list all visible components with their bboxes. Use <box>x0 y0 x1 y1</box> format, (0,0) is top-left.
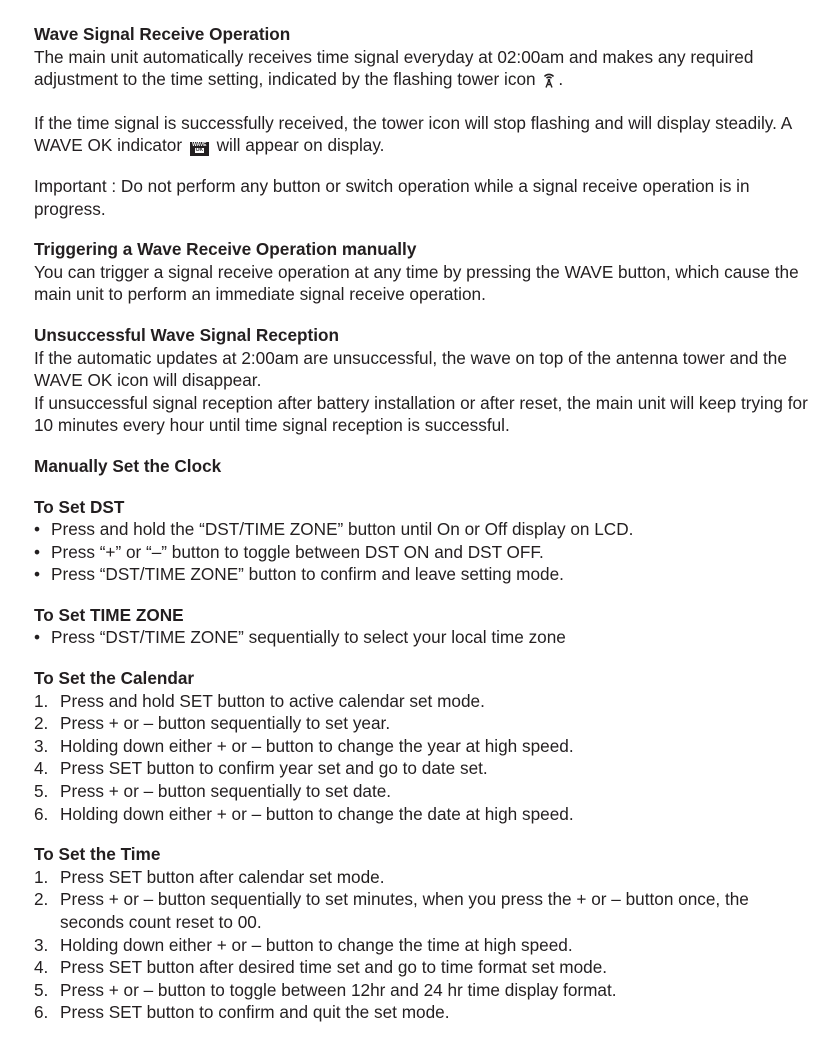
list-item: • Press “DST/TIME ZONE” sequentially to select your local time zone <box>34 627 566 648</box>
section-title-dst: To Set DST <box>34 496 125 517</box>
section-title-wave-signal: Wave Signal Receive Operation <box>34 24 291 44</box>
paragraph-trigger: You can trigger a signal receive operation at any time by pressing the WAVE button, which cause the main unit to perform an immediate signal receive operation. <box>34 261 799 305</box>
list-item: 5. Press + or – button sequentially to set date. <box>34 781 392 802</box>
paragraph-unsuccessful-1: If the automatic updates at 2:00am are unsuccessful, the wave on top of the antenna tower and the WAVE OK icon will disappear. <box>34 347 787 391</box>
list-item: 6. Press SET button to confirm and quit the set mode. <box>34 1002 450 1023</box>
list-item: 3. Holding down either + or – button to change the time at high speed. <box>34 934 573 955</box>
wave-ok-icon: WAVE OK <box>190 142 209 156</box>
section-title-time-zone: To Set TIME ZONE <box>34 604 184 625</box>
section-title-calendar: To Set the Calendar <box>34 668 195 689</box>
list-item: 3. Holding down either + or – button to change the year at high speed. <box>34 735 574 756</box>
manual-page <box>34 23 809 1024</box>
section-title-manual-clock: Manually Set the Clock <box>34 455 222 476</box>
paragraph-auto-receive: The main unit automatically receives time signal everyday at 02:00am and makes any required adjustment to the time setting, indicated by the flashing tower icon . <box>34 46 809 94</box>
section-title-unsuccessful: Unsuccessful Wave Signal Reception <box>34 324 340 345</box>
list-item: • Press “+” or “–” button to toggle between DST ON and DST OFF. <box>34 541 544 562</box>
list-item: 6. Holding down either + or – button to change the date at high speed. <box>34 803 574 824</box>
list-item: 4. Press SET button to confirm year set and go to date set. <box>34 758 488 779</box>
tower-icon <box>542 71 556 94</box>
list-item: 2. Press + or – button sequentially to set minutes, when you press the + or – button once, the seconds count reset to 00. <box>34 889 749 932</box>
list-item: 5. Press + or – button to toggle between 12hr and 24 hr time display format. <box>34 979 617 1000</box>
list-item: • Press and hold the “DST/TIME ZONE” button until On or Off display on LCD. <box>34 519 634 540</box>
section-title-time: To Set the Time <box>34 844 161 865</box>
list-item: 4. Press SET button after desired time set and go to time format set mode. <box>34 957 608 978</box>
list-item: 1. Press SET button after calendar set mode. <box>34 866 385 887</box>
list-item: 1. Press and hold SET button to active calendar set mode. <box>34 690 485 711</box>
paragraph-important: Important : Do not perform any button or switch operation while a signal receive operation is in progress. <box>34 175 750 219</box>
list-item: 2. Press + or – button sequentially to set year. <box>34 713 391 734</box>
paragraph-success: If the time signal is successfully received, the tower icon will stop flashing and will display steadily. A WAVE OK indicator WAVE OK will appear on display. <box>34 112 792 156</box>
list-item: • Press “DST/TIME ZONE” button to confirm and leave setting mode. <box>34 564 564 585</box>
paragraph-unsuccessful-2: If unsuccessful signal reception after battery installation or after reset, the main unit will keep trying for 10 minutes every hour until time signal reception is successful. <box>34 392 808 436</box>
section-title-trigger: Triggering a Wave Receive Operation manually <box>34 239 417 260</box>
